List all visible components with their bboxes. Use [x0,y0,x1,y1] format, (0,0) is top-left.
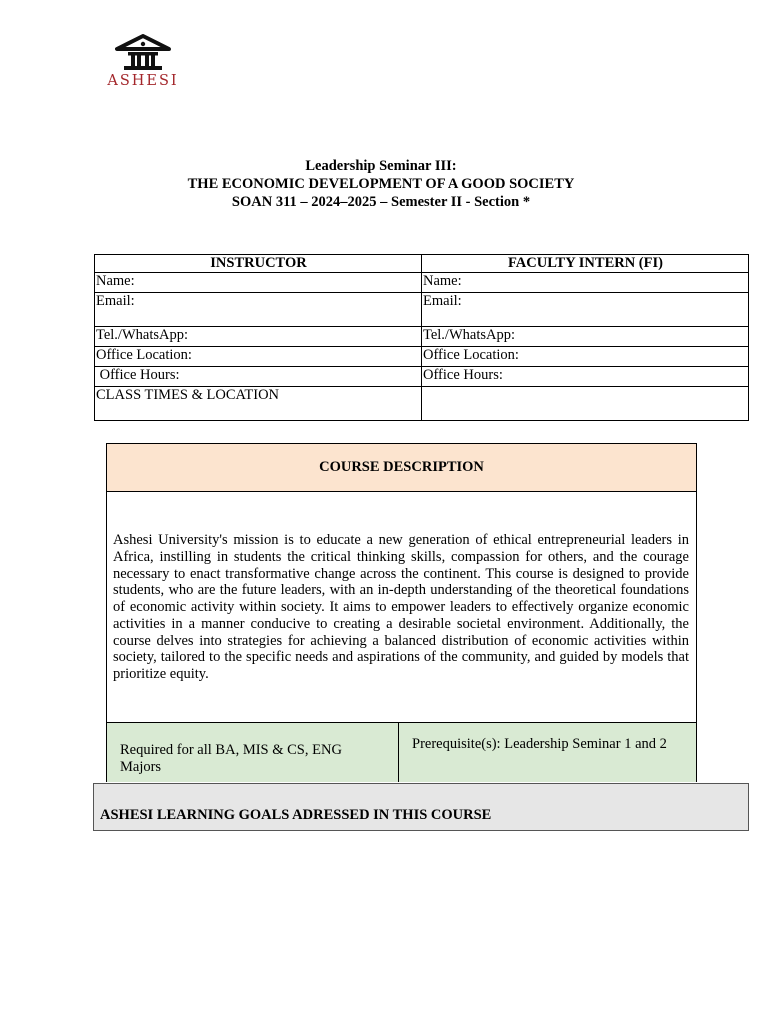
instructor-email-label: Email: [95,293,422,327]
fi-tel-label: Tel./WhatsApp: [422,327,749,347]
fi-name-label: Name: [422,273,749,293]
instructor-heading: INSTRUCTOR [95,255,422,273]
fi-email-label: Email: [422,293,749,327]
fi-office-location-label: Office Location: [422,347,749,367]
class-times-location-label: CLASS TIMES & LOCATION [95,387,422,421]
course-description-box [106,443,697,782]
ashesi-logo [104,34,182,89]
instructor-office-hours-label: Office Hours: [95,367,422,387]
course-requirements-row [107,723,696,782]
instructor-tel-label: Tel./WhatsApp: [95,327,422,347]
ashesi-building-icon [115,34,171,72]
instructor-office-location-label: Office Location: [95,347,422,367]
course-title-block [0,157,762,211]
course-description-text: Ashesi University's mission is to educate a new generation of ethical entrepreneurial leaders in Africa, instilling in students the critical thinking skills, compassion for others, and the courage necessary to enact transformative change across the continent. This course is designed to provide students, who are the future leaders, with an in-depth understanding of the theoretical foundations of economic activity within society. It aims to empower leaders to effectively organize economic activities in a manner conducive to creating a desirable societal environment. Additionally, the course delves into strategies for achieving a balanced distribution of economic activities within society, tailored to the specific needs and aspirations of the community, and guided by models that prioritize equity. [107,492,696,723]
logo-wordmark: ASHESI [107,73,179,89]
contact-table [94,254,749,421]
title-line-3: SOAN 311 – 2024–2025 – Semester II - Section * [231,194,531,210]
class-times-empty-cell [422,387,749,421]
prerequisites: Prerequisite(s): Leadership Seminar 1 and 2 [399,723,696,782]
learning-goals-heading: ASHESI LEARNING GOALS ADRESSED IN THIS COURSE [93,783,749,831]
fi-office-hours-label: Office Hours: [422,367,749,387]
instructor-name-label: Name: [95,273,422,293]
course-description-heading: COURSE DESCRIPTION [107,444,696,492]
required-for-majors: Required for all BA, MIS & CS, ENG Majors [107,723,399,782]
faculty-intern-heading: FACULTY INTERN (FI) [422,255,749,273]
title-line-1: Leadership Seminar III: [305,158,457,174]
title-line-2: THE ECONOMIC DEVELOPMENT OF A GOOD SOCIETY [187,176,575,192]
